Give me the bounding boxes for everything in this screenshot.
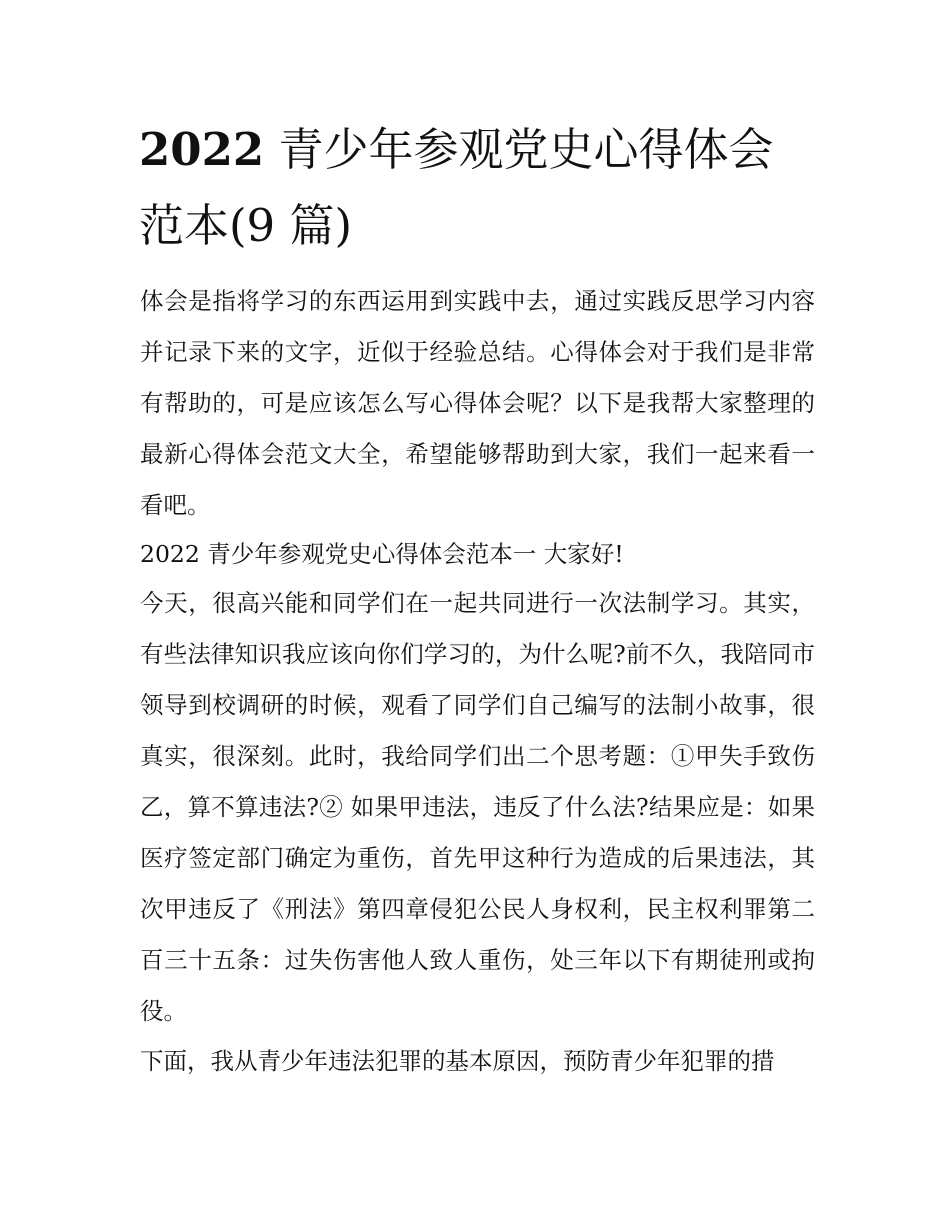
body-paragraph-2: 下面，我从青少年违法犯罪的基本原因，预防青少年犯罪的措 [140, 1047, 775, 1075]
section-subtitle: 2022 青少年参观党史心得体会范本一 大家好! [140, 540, 624, 568]
title-year: 2022 [139, 123, 265, 176]
intro-paragraph: 体会是指将学习的东西运用到实践中去，通过实践反思学习内容并记录下来的文字，近似于经验总结。心得体会对于我们是非常有帮助的，可是应该怎么写心得体会呢？以下是我帮大家整理的最新心得体会范文大全，希望能够帮助到大家，我们一起来看一看吧。 [140, 287, 815, 519]
body-paragraph-1: 今天，很高兴能和同学们在一起共同进行一次法制学习。其实，有些法律知识我应该向你们学习的，为什么呢?前不久，我陪同市领导到校调研的时候，观看了同学们自己编写的法制小故事，很真实，很深刻。此时，我给同学们出二个思考题：①甲失手致伤乙，算不算违法?② 如果甲违法，违反了什么法?结果应是：如果医疗签定部门确定为重伤，首先甲这种行为造成的后果违法，其次甲违反了《刑法》第四章侵犯公民人身权利，民主权利罪第二百三十五条：过失伤害他人致人重伤，处三年以下有期徒刑或拘役。 [140, 589, 815, 1025]
document-title [139, 112, 814, 264]
title-text: 青少年参观党史心得体会范本(9 篇) [139, 123, 774, 252]
